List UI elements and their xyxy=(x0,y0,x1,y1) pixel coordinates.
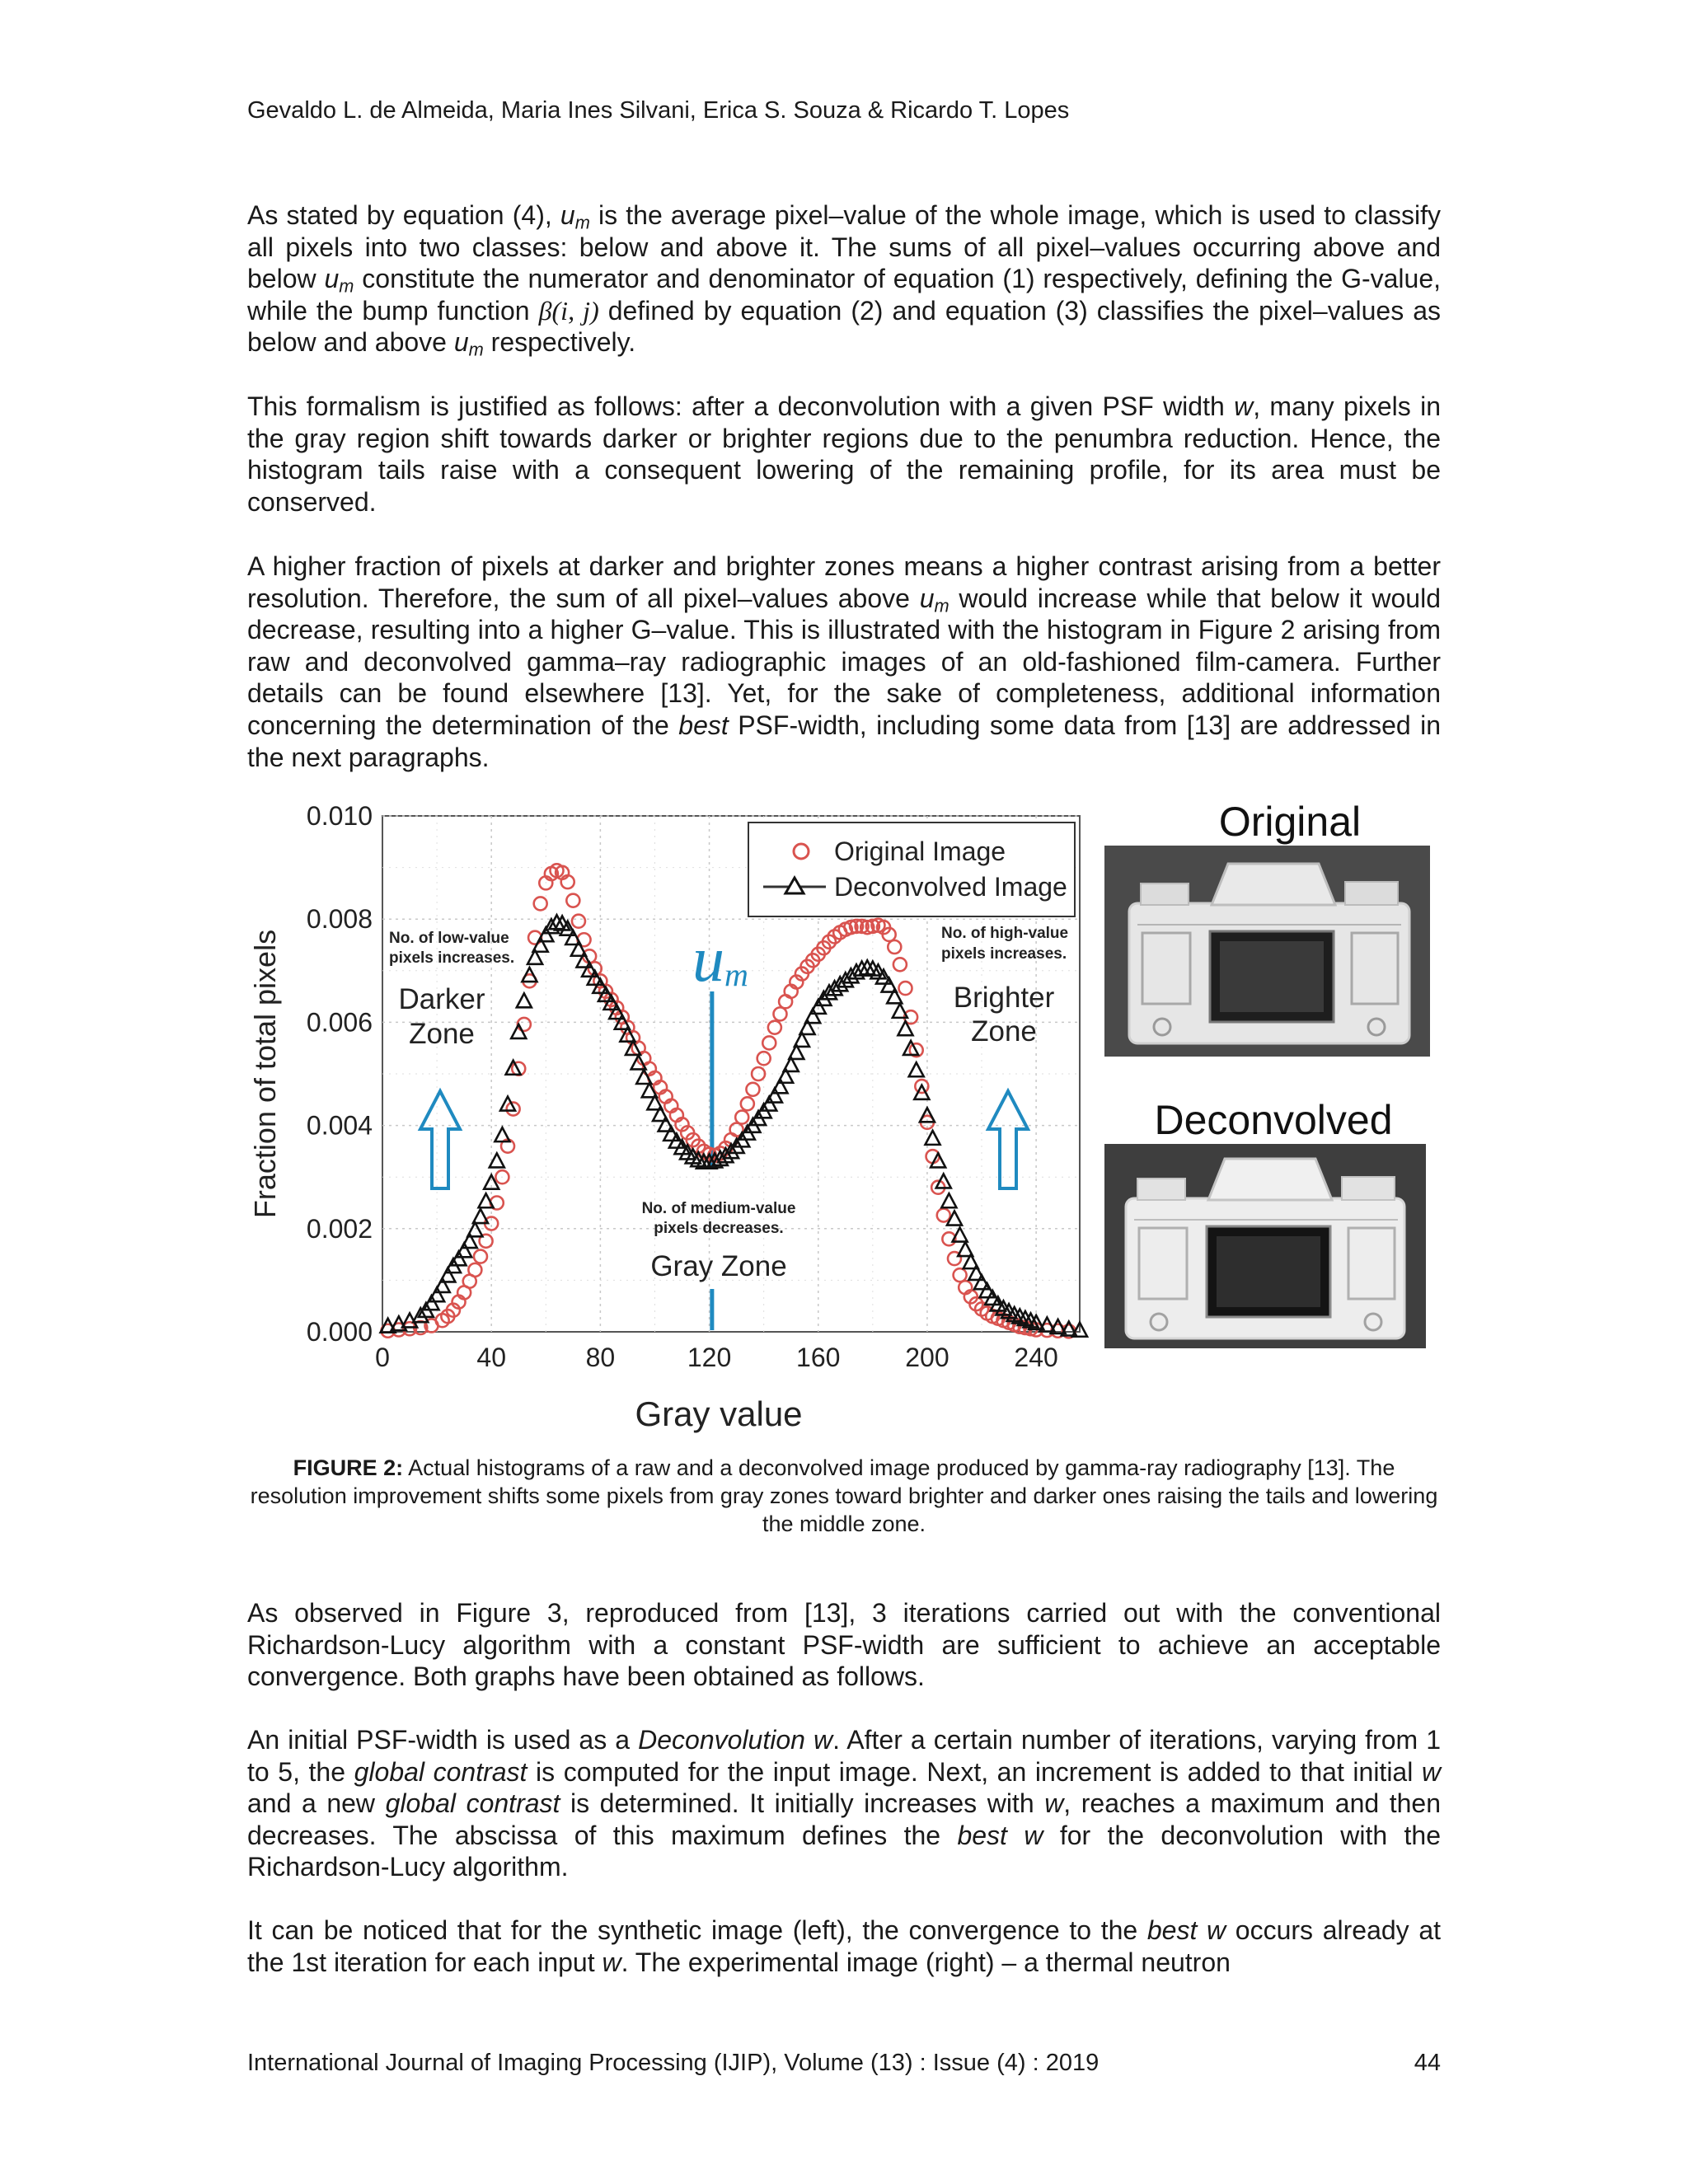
legend xyxy=(748,823,1075,916)
x-tick-label: 80 xyxy=(585,1343,616,1372)
paragraph-formalism: This formalism is justified as follows: after a deconvolution with a given PSF width w, many pixels in the gray region shift towards darker or brighter regions due to the penumbra reduction. Hence, the histogram tails raise with a consequent lowering of the remaining profile, for its area must be conserved. xyxy=(247,391,1442,517)
camera-deconvolved-panel xyxy=(1104,1096,1442,1348)
camera-original-title: Original xyxy=(1218,799,1362,845)
figure-caption: FIGURE 2: Actual histograms of a raw and a deconvolved image produced by gamma-ray radiography [13]. The resolution improvement shifts some pixels from gray zones toward brighter and darker ones raising the tails and lowering the middle zone. xyxy=(250,1455,1438,1536)
x-tick-label: 160 xyxy=(796,1343,841,1372)
y-tick-label: 0.008 xyxy=(306,904,373,935)
camera-original-panel xyxy=(1104,798,1442,1057)
camera-deconvolved-image xyxy=(1104,1144,1426,1348)
y-axis-label: Fraction of total pixels xyxy=(248,929,282,1219)
y-tick-label: 0.002 xyxy=(306,1213,373,1244)
x-tick-label: 240 xyxy=(1014,1343,1058,1372)
um-label: um xyxy=(692,923,748,995)
svg-text:pixels increases.: pixels increases. xyxy=(389,949,515,967)
paragraph-synthetic: It can be noticed that for the synthetic image (left), the convergence to the best w occurs already at the 1st iteration for each input w. The experimental image (right) – a thermal neutron xyxy=(247,1915,1442,1977)
x-tick-label: 0 xyxy=(375,1343,390,1372)
svg-text:Zone: Zone xyxy=(409,1018,475,1050)
legend-label-deconvolved: Deconvolved Image xyxy=(834,872,1067,902)
y-tick-label: 0.000 xyxy=(306,1317,373,1347)
annotation-gray-zone: Gray Zone xyxy=(650,1250,787,1282)
svg-text:pixels decreases.: pixels decreases. xyxy=(654,1220,784,1237)
x-tick-label: 40 xyxy=(476,1343,506,1372)
svg-text:pixels increases.: pixels increases. xyxy=(941,945,1067,963)
svg-text:Zone: Zone xyxy=(971,1015,1037,1047)
svg-text:Brighter: Brighter xyxy=(953,982,1055,1014)
svg-text:No. of low-value: No. of low-value xyxy=(389,930,509,947)
footer-page-number: 44 xyxy=(1414,2050,1441,2076)
x-axis-label: Gray value xyxy=(635,1394,803,1433)
paragraph-contrast: A higher fraction of pixels at darker and brighter zones means a higher contrast arising from a better resolution. Therefore, the sum of all pixel–values above $u_m$ would increase while that below it would decrease, resulting into a higher G–value. This is illustrated with the histogram in Figure 2 arising from raw and deconvolved gamma–ray radiographic images of an old-fashioned film-camera. Further details can be found elsewhere [13]. Yet, for the sake of completeness, additional information concerning the determination of the best PSF-width, including some data from [13] are addressed in the next paragraphs. xyxy=(247,551,1442,772)
svg-text:No. of medium-value: No. of medium-value xyxy=(641,1200,796,1217)
legend-label-original: Original Image xyxy=(834,837,1006,866)
svg-text:No. of high-value: No. of high-value xyxy=(941,925,1069,942)
running-header: Gevaldo L. de Almeida, Maria Ines Silvani, Erica S. Souza & Ricardo T. Lopes xyxy=(247,97,1070,124)
figure-2 xyxy=(239,798,1442,1449)
svg-text:Darker: Darker xyxy=(398,983,485,1015)
y-tick-label: 0.010 xyxy=(306,801,373,831)
paragraph-figure3: As observed in Figure 3, reproduced from [13], 3 iterations carried out with the conventional Richardson-Lucy algorithm with a constant PSF-width are sufficient to achieve an acceptable convergence. Both graphs have been obtained as follows. xyxy=(247,1598,1441,1692)
y-tick-label: 0.004 xyxy=(306,1110,373,1141)
y-tick-label: 0.006 xyxy=(306,1007,373,1038)
camera-deconvolved-title: Deconvolved xyxy=(1154,1097,1393,1143)
x-tick-label: 120 xyxy=(687,1343,732,1372)
paragraph-um-definition: As stated by equation (4), $u_m$ is the average pixel–value of the whole image, which is used to classify all pixels into two classes: below and above it. The sums of all pixel–values occurring above and below $u_m$ constitute the numerator and denominator of equation (1) respectively, defining the G-value, while the bump function β(i, j) defined by equation (2) and equation (3) classifies the pixel–values as below and above $u_m$ respectively. xyxy=(247,200,1442,360)
footer-journal: International Journal of Imaging Processing (IJIP), Volume (13) : Issue (4) : 2019 xyxy=(247,2050,1100,2076)
camera-original-image xyxy=(1104,846,1430,1057)
x-tick-label: 200 xyxy=(905,1343,950,1372)
paragraph-procedure: An initial PSF-width is used as a Deconvolution w. After a certain number of iterations, varying from 1 to 5, the global contrast is computed for the input image. Next, an increment is added to that initial w and a new global contrast is determined. It initially increases with w, reaches a maximum and then decreases. The abscissa of this maximum defines the best w for the deconvolution with the Richardson-Lucy algorithm. xyxy=(247,1725,1442,1882)
histogram-chart xyxy=(239,798,1096,1449)
